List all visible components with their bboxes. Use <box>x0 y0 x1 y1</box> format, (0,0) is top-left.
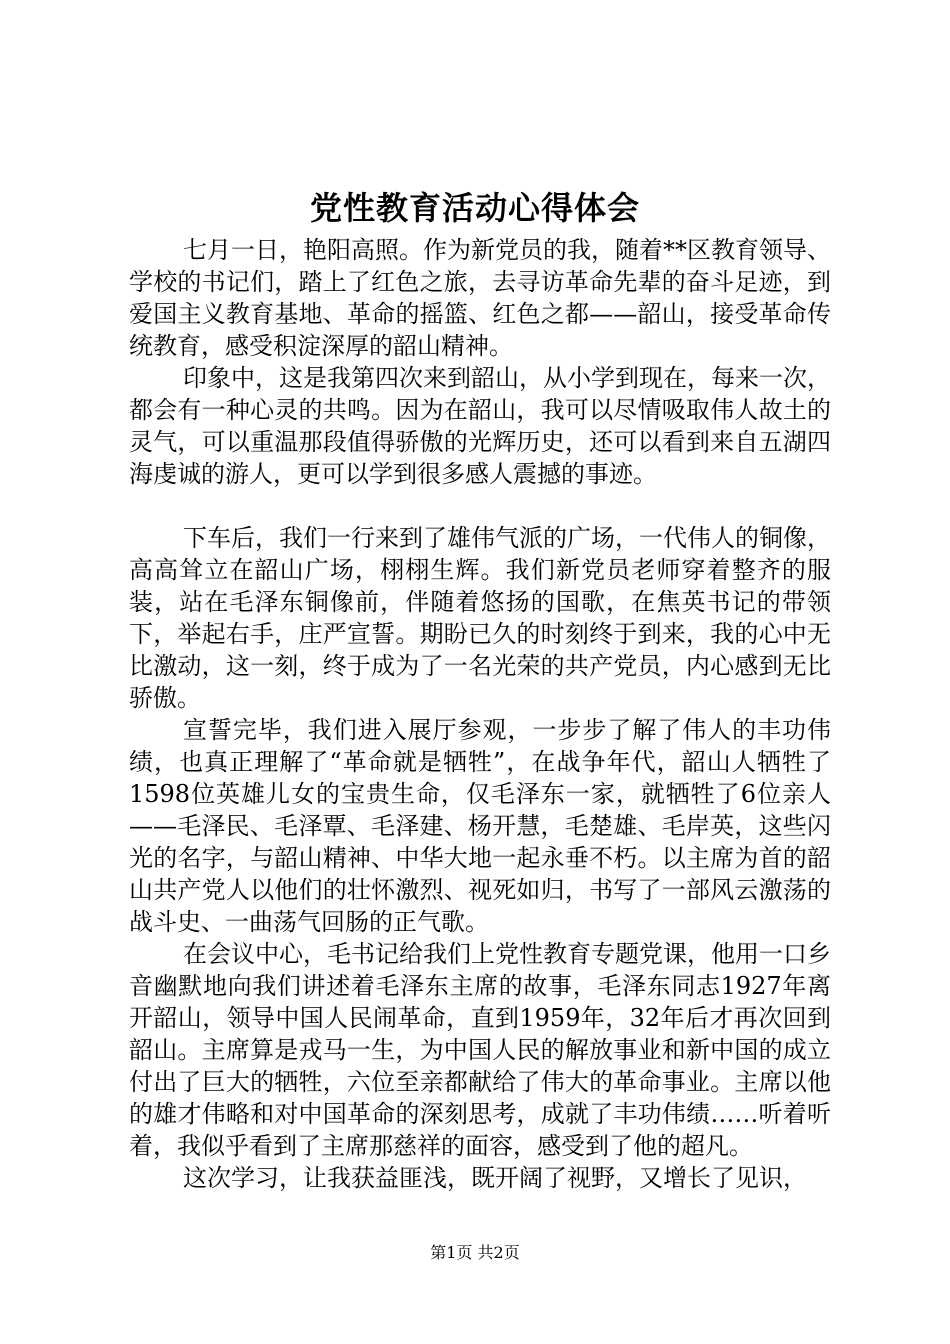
document-body <box>129 234 831 1194</box>
paragraph-5: 在会议中心，毛书记给我们上党性教育专题党课，他用一口乡音幽默地向我们讲述着毛泽东主席的故事，毛泽东同志1927年离开韶山，领导中国人民闹革命，直到1959年，32年后才再次回到韶山。主席算是戎马一生，为中国人民的解放事业和新中国的成立付出了巨大的牺牲，六位至亲都献给了伟大的革命事业。主席以他的雄才伟略和对中国革命的深刻思考，成就了丰功伟绩……听着听着，我似乎看到了主席那慈祥的面容，感受到了他的超凡。 <box>129 940 831 1160</box>
paragraph-1: 七月一日，艳阳高照。作为新党员的我，随着**区教育领导、学校的书记们，踏上了红色之旅，去寻访革命先辈的奋斗足迹，到爱国主义教育基地、革命的摇篮、红色之都——韶山，接受革命传统教育，感受积淀深厚的韶山精神。 <box>129 236 831 360</box>
paragraph-2: 印象中，这是我第四次来到韶山，从小学到现在，每来一次，都会有一种心灵的共鸣。因为在韶山，我可以尽情吸取伟人故土的灵气，可以重温那段值得骄傲的光辉历史，还可以看到来自五湖四海虔诚的游人，更可以学到很多感人震撼的事迹。 <box>129 364 831 488</box>
page-footer: 第1页 共2页 <box>430 1243 520 1262</box>
document-title: 党性教育活动心得体会 <box>309 189 640 227</box>
paragraph-4: 宣誓完毕，我们进入展厅参观，一步步了解了伟人的丰功伟绩，也真正理解了“革命就是牺牲”，在战争年代，韶山人牺牲了1598位英雄儿女的宝贵生命，仅毛泽东一家，就牺牲了6位亲人——毛泽民、毛泽覃、毛泽建、杨开慧，毛楚雄、毛岸英，这些闪光的名字，与韶山精神、中华大地一起永垂不朽。以主席为首的韶山共产党人以他们的壮怀激烈、视死如归，书写了一部风云激荡的战斗史、一曲荡气回肠的正气歌。 <box>129 716 831 936</box>
paragraph-3: 下车后，我们一行来到了雄伟气派的广场，一代伟人的铜像，高高耸立在韶山广场，栩栩生辉。我们新党员老师穿着整齐的服装，站在毛泽东铜像前，伴随着悠扬的国歌，在焦英书记的带领下，举起右手，庄严宣誓。期盼已久的时刻终于到来，我的心中无比激动，这一刻，终于成为了一名光荣的共产党员，内心感到无比骄傲。 <box>129 524 831 712</box>
paragraph-6: 这次学习，让我获益匪浅，既开阔了视野，又增长了见识， <box>183 1164 807 1192</box>
